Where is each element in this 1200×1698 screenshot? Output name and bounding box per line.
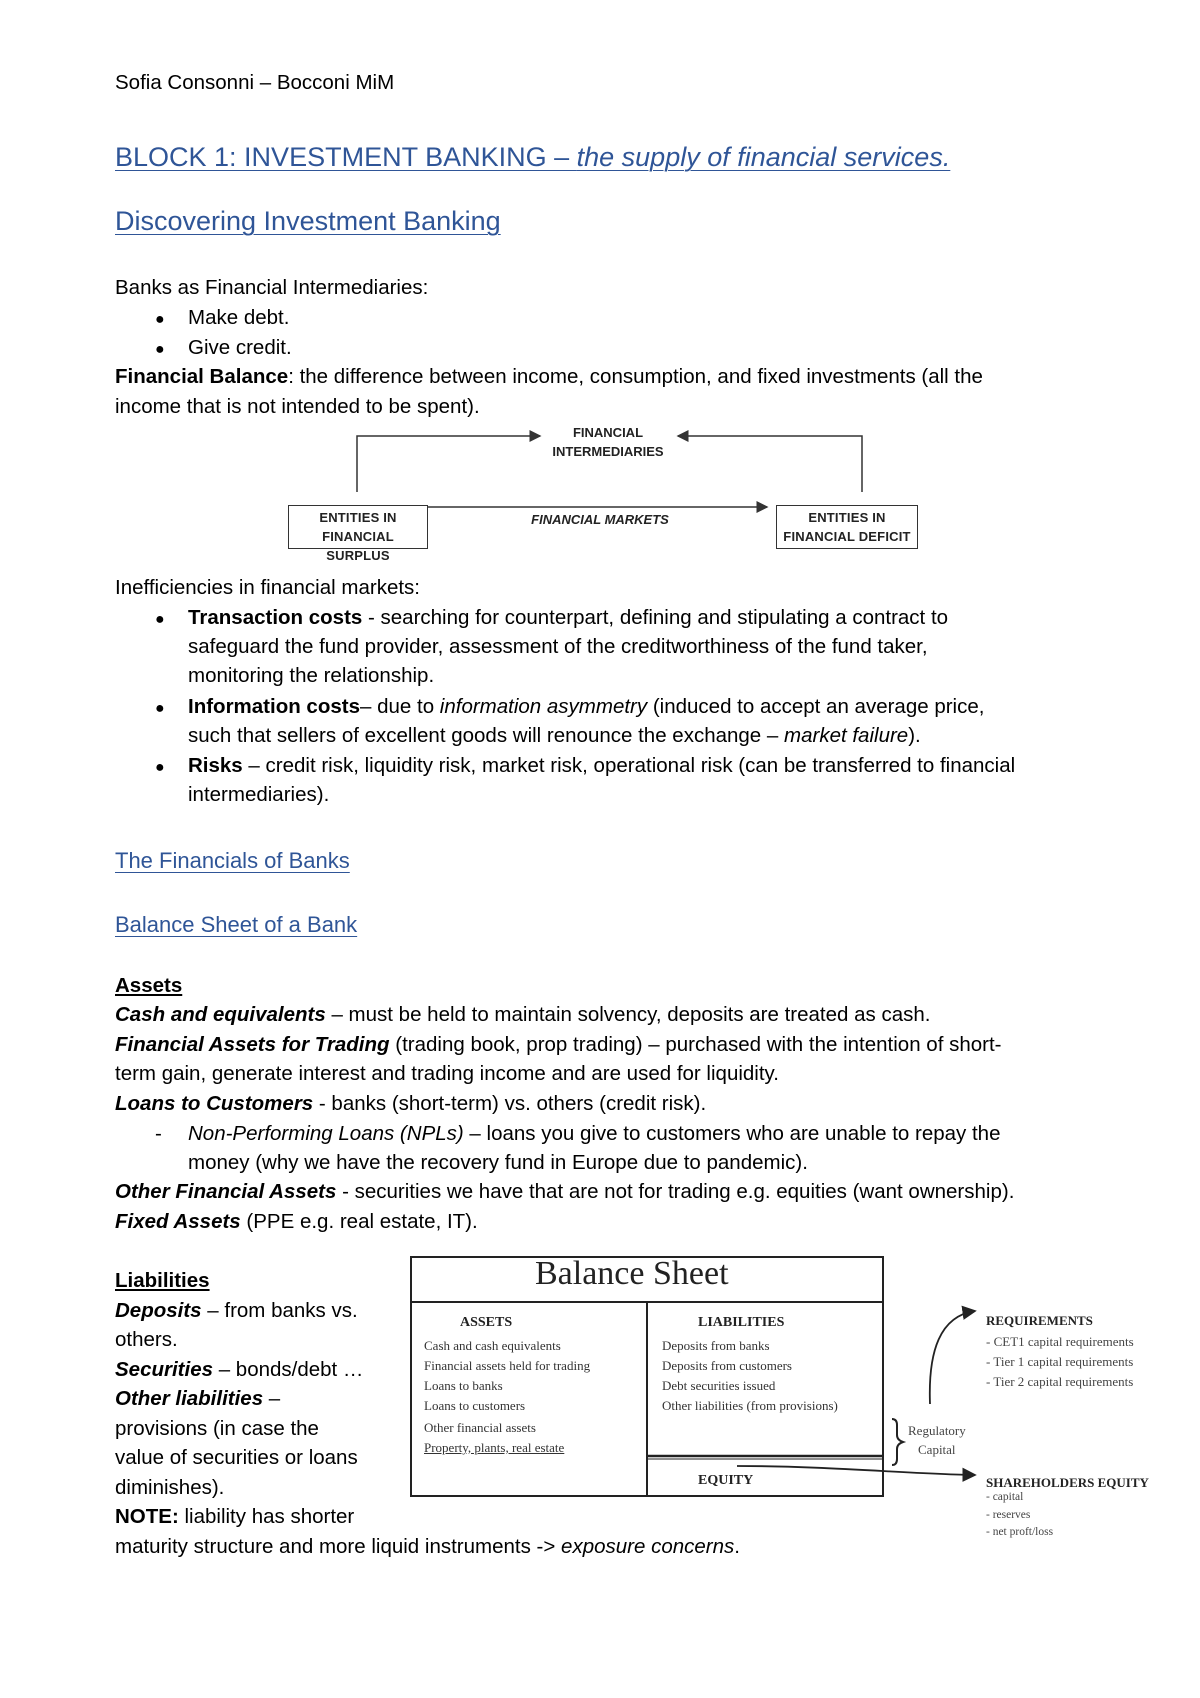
loans-def: - banks (short-term) vs. others (credit risk).: [313, 1092, 707, 1115]
liabilities-heading: Liabilities: [115, 1269, 210, 1292]
cash-line: [115, 1000, 930, 1030]
npl-term: Non-Performing Loans (NPLs): [188, 1122, 464, 1145]
transaction-costs-line3: monitoring the relationship.: [188, 664, 435, 687]
other-liabilities-line3: value of securities or loans: [115, 1446, 358, 1469]
intermediaries-line2: INTERMEDIARIES: [552, 444, 664, 459]
bs-asset-item: Property, plants, real estate: [424, 1440, 565, 1455]
requirements-head: REQUIREMENTS: [986, 1313, 1093, 1328]
transaction-costs-term: Transaction costs: [188, 606, 363, 629]
fixed-assets-term: Fixed Assets: [115, 1210, 241, 1233]
cash-term: Cash and equivalents: [115, 1003, 326, 1026]
information-costs-term: Information costs: [188, 695, 360, 718]
bs-asset-item: Other financial assets: [424, 1420, 536, 1435]
deposits-term: Deposits: [115, 1299, 202, 1322]
fixed-assets-def: (PPE e.g. real estate, IT).: [240, 1210, 478, 1233]
other-liabilities-line4: diminishes).: [115, 1476, 225, 1499]
loans-line: [115, 1089, 706, 1119]
npl-dash: -: [155, 1122, 162, 1145]
other-liabilities-line1: [115, 1384, 280, 1414]
exposure-concerns-term: exposure concerns: [561, 1535, 735, 1558]
deficit-line2: FINANCIAL DEFICIT: [783, 529, 911, 544]
financial-balance-line1: [115, 362, 983, 392]
block-title-main: BLOCK 1: INVESTMENT BANKING –: [115, 142, 577, 172]
financial-balance-line2: income that is not intended to be spent).: [115, 395, 480, 418]
regulatory-capital-label2: Capital: [918, 1442, 956, 1457]
intermediaries-line1: FINANCIAL: [572, 425, 644, 440]
intermediation-diagram: [280, 422, 930, 563]
npl-line1: [188, 1119, 1000, 1149]
fat-def1: (trading book, prop trading) – purchased with the intention of short-: [389, 1033, 1002, 1056]
surplus-line1: ENTITIES IN: [319, 510, 397, 525]
bs-asset-item: Cash and cash equivalents: [424, 1338, 561, 1353]
transaction-costs-line2: safeguard the fund provider, assessment of the creditworthiness of the fund taker,: [188, 635, 928, 658]
information-costs-line2: [188, 721, 921, 751]
note-line2: [115, 1532, 740, 1562]
bs-liability-item: Debt securities issued: [662, 1378, 776, 1393]
fat-line1: [115, 1030, 1001, 1060]
entities-surplus-box: [288, 505, 428, 563]
financial-balance-def1: : the difference between income, consumption, and fixed investments (all the: [288, 365, 983, 388]
shareholders-equity-head: SHAREHOLDERS EQUITY: [986, 1475, 1149, 1490]
other-liabilities-line2: provisions (in case the: [115, 1417, 319, 1440]
arrow-deficit-to-intermediaries: [678, 436, 862, 492]
deposits-line1: [115, 1296, 358, 1326]
market-failure-term: market failure: [784, 724, 909, 747]
deposits-def1: – from banks vs.: [201, 1299, 358, 1322]
transaction-costs-line1: [188, 603, 948, 633]
information-costs-text1c: (induced to accept an average price,: [647, 695, 985, 718]
note-term: NOTE:: [115, 1505, 179, 1528]
note-def2c: .: [734, 1535, 740, 1558]
bullet-dot: ●: [155, 341, 165, 358]
bullet-dot: ●: [155, 759, 165, 776]
ofa-def: - securities we have that are not for trading e.g. equities (want ownership).: [336, 1180, 1015, 1203]
section-title-financials: The Financials of Banks: [115, 848, 350, 873]
bullet-dot: ●: [155, 611, 165, 628]
npl-def1: – loans you give to customers who are unable to repay the: [463, 1122, 1001, 1145]
risks-line2: intermediaries).: [188, 783, 330, 806]
assets-column-head: ASSETS: [460, 1315, 513, 1330]
financial-balance-term: Financial Balance: [115, 365, 289, 388]
securities-term: Securities: [115, 1358, 213, 1381]
bs-liability-item: Deposits from banks: [662, 1338, 770, 1353]
bs-asset-item: Loans to banks: [424, 1378, 503, 1393]
other-liabilities-term: Other liabilities: [115, 1387, 264, 1410]
cash-def: – must be held to maintain solvency, deposits are treated as cash.: [325, 1003, 931, 1026]
entities-deficit-box: [776, 505, 918, 549]
requirement-item: - Tier 1 capital requirements: [986, 1354, 1134, 1369]
loans-term: Loans to Customers: [115, 1092, 314, 1115]
regulatory-bracket: [892, 1419, 903, 1465]
note-def2a: maturity structure and more liquid instruments ->: [115, 1535, 562, 1558]
liabilities-column-head: LIABILITIES: [698, 1315, 785, 1330]
shareholders-equity-item: - net proft/loss: [986, 1526, 1054, 1538]
deposits-line2: others.: [115, 1328, 178, 1351]
requirement-item: - CET1 capital requirements: [986, 1334, 1134, 1349]
financial-markets-label: FINANCIAL MARKETS: [531, 512, 669, 527]
block-title: [115, 143, 950, 173]
financial-intermediaries-label: [528, 423, 688, 461]
ofa-term: Other Financial Assets: [115, 1180, 337, 1203]
assets-heading: Assets: [115, 974, 183, 997]
section-title-balance-sheet: Balance Sheet of a Bank: [115, 912, 358, 937]
balance-sheet-figure: [410, 1256, 1190, 1536]
block-title-italic: the supply of financial services.: [576, 142, 951, 172]
equity-head: EQUITY: [698, 1473, 754, 1488]
inefficiencies-heading: Inefficiencies in financial markets:: [115, 576, 420, 599]
bullet-dot: ●: [155, 700, 165, 717]
npl-line2: money (why we have the recovery fund in Europe due to pandemic).: [188, 1151, 808, 1174]
bullet-make-debt: Make debt.: [188, 306, 290, 329]
deficit-line1: ENTITIES IN: [808, 510, 886, 525]
information-costs-text2a: such that sellers of excellent goods will renounce the exchange –: [188, 724, 785, 747]
bs-asset-item: Loans to customers: [424, 1398, 526, 1413]
note-line1: [115, 1502, 354, 1532]
shareholders-equity-item: - capital: [986, 1491, 1024, 1503]
securities-line: [115, 1355, 363, 1385]
transaction-costs-text1: - searching for counterpart, defining and stipulating a contract to: [362, 606, 949, 629]
surplus-line2: FINANCIAL SURPLUS: [322, 529, 394, 563]
fixed-assets-line: [115, 1207, 478, 1237]
balance-sheet-title: Balance Sheet: [535, 1255, 729, 1292]
fat-line2: term gain, generate interest and trading income and are used for liquidity.: [115, 1062, 779, 1085]
securities-def: – bonds/debt …: [213, 1358, 364, 1381]
regulatory-capital-label1: Regulatory: [908, 1423, 966, 1438]
information-costs-text2c: ).: [908, 724, 921, 747]
arrow-to-shareholders-equity: [737, 1466, 975, 1475]
fat-term: Financial Assets for Trading: [115, 1033, 390, 1056]
arrow-surplus-to-intermediaries: [357, 436, 540, 492]
arrow-to-requirements: [930, 1311, 975, 1404]
bullet-dot: ●: [155, 311, 165, 328]
ofa-line: [115, 1177, 1014, 1207]
note-def1: liability has shorter: [178, 1505, 355, 1528]
section-title-discovering: Discovering Investment Banking: [115, 206, 501, 236]
information-costs-line1: [188, 692, 984, 722]
other-liabilities-def1: –: [263, 1387, 281, 1410]
risks-term: Risks: [188, 754, 243, 777]
bullet-give-credit: Give credit.: [188, 336, 292, 359]
bs-asset-item: Financial assets held for trading: [424, 1358, 591, 1373]
risks-text1: – credit risk, liquidity risk, market risk, operational risk (can be transferred to financial: [242, 754, 1016, 777]
intermediaries-heading: Banks as Financial Intermediaries:: [115, 276, 429, 299]
information-costs-text1a: – due to: [360, 695, 440, 718]
author-header: Sofia Consonni – Bocconi MiM: [115, 71, 395, 94]
bs-liability-item: Other liabilities (from provisions): [662, 1398, 838, 1413]
shareholders-equity-item: - reserves: [986, 1509, 1031, 1521]
information-asymmetry-term: information asymmetry: [439, 695, 648, 718]
requirement-item: - Tier 2 capital requirements: [986, 1374, 1134, 1389]
risks-line1: [188, 751, 1015, 781]
bs-liability-item: Deposits from customers: [662, 1358, 792, 1373]
